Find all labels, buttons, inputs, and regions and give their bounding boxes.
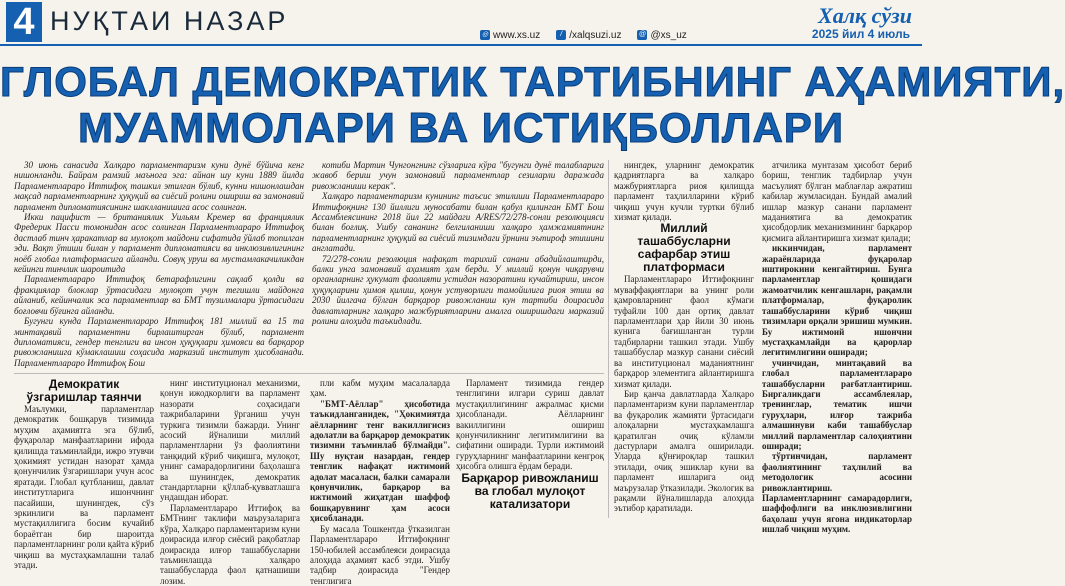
lead-paragraph: котиби Мартин Чунгонгнинг сўзларига кўра "бугунги дунё талабларига жавоб бериш учун замонавий парламентлар сезиларли даражада ривожланиши керак". bbox=[312, 160, 604, 191]
lead-paragraph: Икки пацифист — британиялик Уильям Кремер ва франциялик Фредерик Пасси томонидан асос солинган Парламентлараро Иттифоқ дастлаб тинч ҳаракатлар ва мулоқот майдони сифатида ўйлаб топилган эди. Вақт ўтиши билан у парламент дипломатияси ва инклюзивлигининг ноёб глобал платформасига айланди. Совуқ уруш ва мустамлакачиликдан кейинги тинчлик шароитида bbox=[14, 212, 304, 275]
social-link-telegram[interactable]: / /xalqsuzi.uz bbox=[556, 28, 621, 42]
newspaper-logo: Халқ сўзи bbox=[818, 3, 912, 28]
body-column-5 bbox=[614, 160, 754, 520]
body-paragraph: "БМТ-Аёллар" ҳисоботида таъкидланганидек, "Ҳокимиятда аёлларнинг тенг вакиллигисиз адолатли ва барқарор демократик тизимни таъминлаб бўлмайди". Шу нуқтаи назардан, гендер тенглик нафақат ижтимоий адолат масаласи, балки самарали қонунчилик, барқарор ва ижтимоий жиҳатдан шаффоф бошқарувнинг ҳам асоси ҳисобланади. bbox=[310, 398, 450, 524]
body-paragraph: тўртинчидан, парламент фаолиятининг таҳлилий ва методологик асосини ривожлантириш. Парламентларнинг самарадорлиги, шаффофлиги ва инклюзивлигини баҳолаш учун ягона индикаторлар ишлаб чиқиш муҳим. bbox=[762, 451, 912, 535]
body-column-1 bbox=[14, 377, 154, 571]
lead-column-right bbox=[312, 160, 604, 370]
body-paragraph: Парламентлараро Иттифоқнинг муваффақиятлари ва унинг роли қамровларнинг фаол кўмаги туфайли 100 дан ортиқ давлат парламентлари ҳар йили 30 июнь кунига бағишланган турли тадбирларни ташкил этади. Ушбу ташаббуслар мазкур санани сиёсий ва институционал маданиятнинг барқарор элементига айлантиришга хизмат қилади. bbox=[614, 274, 754, 389]
social-links bbox=[480, 28, 687, 42]
body-column-4 bbox=[456, 378, 604, 520]
social-link-website[interactable]: ◎ www.xs.uz bbox=[481, 29, 541, 41]
body-column-6 bbox=[762, 160, 912, 535]
body-paragraph: Бу масала Тошкентда ўтказилган Парламентлараро Иттифоқнинг 150-юбилей ассамблеяси доирасида алоҳида аҳамият касб этди. Ушбу тадбир доирасида "Гендер тенглигига bbox=[310, 523, 450, 586]
subheading: Барқарор ривожланиш ва глобал мулоқот катализатори bbox=[461, 470, 599, 511]
body-paragraph: учинчидан, минтақавий ва глобал парламентлараро ташаббусларни рағбатлантириш. Биргаликдаги ассамблеялар, тренинглар, тематик ишчи гуруҳлари, илғор тажриба алмашинуви каби ташаббуслар миллий парламентлар салоҳиятини оширади; bbox=[762, 357, 912, 451]
body-column-2 bbox=[160, 378, 300, 586]
body-paragraph: иккинчидан, парламент жараёнларида фуқаролар иштирокини кенгайтириш. Бунга парламентлар қошидаги жамоатчилик кенгашлари, рақамли платформалар, фуқаролик ташаббусларини кўриб чиқиш тизимлари орқали эришиш мумкин. Бу ижтимоий ишончни мустаҳкамлайди ва қарорлар легитимлигини оширади; bbox=[762, 243, 912, 358]
body-paragraph: нингдек, уларнинг демократик қадриятларга ва халқаро мажбуриятларга риоя қилишда парламент таҳлилларини кўриб чиқиш учун кучли туртки бўлиб хизмат қилади. bbox=[614, 160, 754, 223]
section-divider bbox=[14, 373, 604, 374]
headline-line-1: ГЛОБАЛ ДЕМОКРАТИК ТАРТИБНИНГ АҲАМИЯТИ, bbox=[0, 58, 1065, 105]
lead-paragraph: 30 июнь санасида Халқаро парламентаризм куни дунё бўйича кенг нишонланди. Байрам рамзий маънога эга: айнан шу куни 1889 йилда Парламентлараро Иттифоқ ташкил этилган бўлиб, кунни нишонлашдан мақсад парламентларнинг ҳуқуқий ва сиёсий ролини ошириш ва замонавий парламент дипломатиясининг шаклланишига асос солинган. bbox=[14, 160, 304, 212]
issue-date: 2025 йил 4 июль bbox=[811, 27, 910, 41]
headline-line-2: МУАММОЛАРИ ВА ИСТИҚБОЛЛАРИ bbox=[77, 104, 845, 151]
subheading: Демократик ўзгаришлар таянчи bbox=[26, 377, 142, 404]
lead-paragraph: Парламентлараро Иттифоқ бетарафлигини сақлаб қолди ва фракциялар блоклар ўртасидаги мулоқот учун тегишли майдонга айланиб, кейинчалик эса парламентлар ва БМТ тузилмалари ўртасидаги боғловчи бўғинга айланди. bbox=[14, 274, 304, 316]
header-divider bbox=[0, 44, 922, 46]
page-number: 4 bbox=[6, 2, 42, 42]
subheading: Миллий ташаббусларни сафарбар этиш платформаси bbox=[637, 221, 731, 275]
body-paragraph: Бир қанча давлатларда Халқаро парламентаризм куни парламентлар ва фуқаролик жамияти ўртасидаги алоқаларни мустаҳкамлашга қаратилган очиқ кўламли дастурлари амалга оширилади. Уларда қўнғироқлар ташкил этилади, очиқ эшиклар куни ва парламент ишларига оид маърузалар ўтказилади. Экологик ва рақамли йўналишларда алоҳида эътибор қаратилади. bbox=[614, 388, 754, 514]
lead-column-left bbox=[14, 160, 304, 370]
column-divider bbox=[608, 160, 609, 518]
section-title: НУҚТАИ НАЗАР bbox=[50, 6, 289, 36]
body-paragraph: Парламентлараро Иттифоқ ва БМТнинг таклифи маърузаларига кўра, Халқаро парламентаризм куни доирасида илғор сиёсий рақобатлар доирасида илғор ташаббусларни таъминлашда халқаро ташаббусларда фаол қатнашиши лозим. bbox=[160, 502, 300, 586]
page-header bbox=[0, 0, 922, 44]
lead-paragraph: Бугунги кунда Парламентлараро Иттифоқ 181 миллий ва 15 та минтақавий парламентни бирлаштирган бўлиб, парламент дипломатияси, гендер тенглиги ва инсон ҳуқуқлари ҳимояси ва барқарор ривожланишга кўмаклашиш соҳасида марказий институт ҳисобланади. Парламентлараро Иттифоқ Бош bbox=[14, 316, 304, 368]
slash-icon: / bbox=[556, 30, 566, 40]
body-paragraph: Маълумки, парламентлар демократик бошқарув тизимида муҳим аҳамиятга эга бўлиб, фуқаролар манфаатларини ифода қилишда таъминлайди, ижро этувчи ҳокимият устидан назорат ҳамда қонунчилик ўзгаришлари учун асос яратади. Глобал қутбланиш, давлат институтларига ишончнинг пасайиши, шунингдек, сўз эркинлиги ва парламент мустақиллигига босим кучайиб бораётган бир шароитда парламентларнинг роли қайта кўриб чиқиш ва мустаҳкамлашни талаб этади. bbox=[14, 404, 154, 571]
body-paragraph: атчилика мунтазам ҳисобот бериб бориш, тенглик тадбирлар учун масъулият бўлган маблағлар ажратиш кабилар жумласидан. Бундай амалий ишлар мазкур санани парламент маданиятига ва демократик ҳисобдорлик механизмининг барқарор қисмига айлантиришга хизмат қилади; bbox=[762, 160, 912, 243]
body-column-3 bbox=[310, 378, 450, 586]
body-paragraph: Парламент тизимида гендер тенглигини илгари суриш давлат мустақиллигининг ажралмас қисми ҳисобланади. Аёлларнинг вакиллигини ошириш қонунчиликнинг легитимлигини ва сифатини оширади. Турли ижтимоий гуруҳларнинг манфаатларини кенгроқ ҳисобга олишга ёрдам беради. bbox=[456, 378, 604, 472]
social-link-handle[interactable]: @ @xs_uz bbox=[638, 29, 687, 41]
body-paragraph: нинг институционал механизми, қонун ижодкорлиги ва парламент назорати соҳасидаги тажрибаларини ўрганиш учун туркига тизимли бажарди. Унинг асосий йўналиши миллий парламентларни ўз фаолиятини танқидий кўриб чиқишга, мулоқот, унинг самарадорлигини баҳолашга ва шунингдек, демократик стандартларни қўллаб-қувватлашга ундашдан иборат. bbox=[160, 378, 300, 503]
body-paragraph: пли кабм муҳим масалаларда ҳам. bbox=[310, 378, 450, 399]
lead-paragraph: 72/278-сонли резолюция нафақат тарихий санани абадийлаштирди, балки унга замонавий аҳамият ҳам берди. У миллий қонун чиқарувчи органларнинг ҳукумат фаолияти устидан назоратини кучайтириш, инсон ҳуқуқларини ҳимоя қилиш, қонун устуворлиги тамойилига риоя этиш ва 2030 йилгача бўлган барқарор ривожланиш кун тартиби доирасида давлатларнинг халқаро мажбуриятларини амалга оширишдаги марказий ролини алоҳида таъкидлади. bbox=[312, 253, 604, 327]
at-icon: @ bbox=[638, 31, 647, 38]
lead-paragraph: Халқаро парламентаризм кунининг таъсис этилиши Парламентлараро Иттифоқнинг 130 йиллиги муносабати билан қабул қилинган БМТ Бош Ассамблеясининг 2018 йил 22 майдаги A/RES/72/278-сонли резолюцияси билан боғлиқ. Ушбу сананинг белгиланиши халқаро ҳамжамиятнинг парламентларнинг ҳуқуқий ва сиёсий тизимдаги ўрнини эътироф этишини англатади. bbox=[312, 191, 604, 254]
globe-icon: ◎ bbox=[481, 31, 489, 38]
